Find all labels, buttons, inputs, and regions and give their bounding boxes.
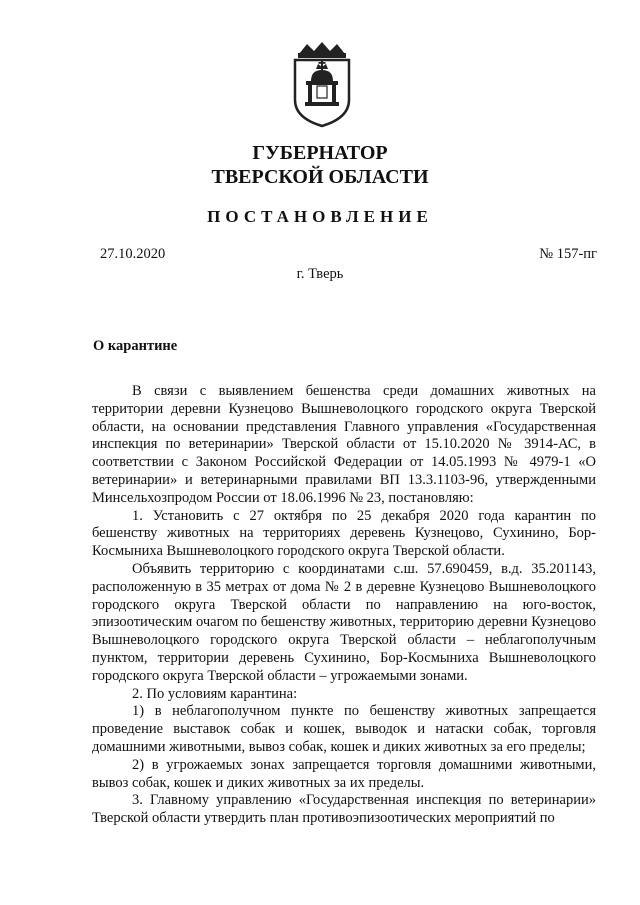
- document-city: г. Тверь: [296, 266, 344, 282]
- issuer-region: ТВЕРСКОЙ ОБЛАСТИ: [211, 166, 429, 188]
- clause-2-2-paragraph: 2) в угрожаемых зонах запрещается торговля домашними животными, вывоз собак, кошек и диких животных за их пределы.: [92, 756, 596, 791]
- clause-2-1-paragraph: 1) в неблагополучном пункте по бешенству животных запрещается проведение выставок собак и кошек, выводок и натаски собак, торговля домашними животными, вывоз собак, кошек и диких животных за его пределы;: [92, 703, 596, 755]
- clause-3-paragraph: 3. Главному управлению «Государственная инспекция по ветеринарии» Тверской области утвердить план противоэпизоотических мероприятий по: [92, 792, 596, 827]
- document-number: № 157-пг: [539, 246, 597, 262]
- clause-1-paragraph: 1. Установить с 27 октября по 25 декабря 2020 года карантин по бешенству животных на территориях деревень Кузнецово, Сухинино, Бор-Космыниха Вышневолоцкого городского округа Тверской области.: [92, 507, 596, 560]
- document-type: ПОСТАНОВЛЕНИЕ: [207, 207, 433, 226]
- clause-2-paragraph: 2. По условиям карантина:: [132, 685, 298, 702]
- issuer-title: ГУБЕРНАТОР: [252, 142, 388, 164]
- document-date: 27.10.2020: [100, 246, 166, 262]
- tver-coat-of-arms-icon: [287, 40, 357, 128]
- clause-1-territory-paragraph: Объявить территорию с координатами с.ш. 57.690459, в.д. 35.201143, расположенную в 35 метрах от дома № 2 в деревне Кузнецово Вышневолоцкого городского округа Тверской области по направлению на юго-восток, эпизоотическим очагом по бешенству животных, территорию деревни Кузнецово Вышневолоцкого городского округа Тверской области – неблагополучным пунктом, территории деревень Сухинино, Бор-Космыниха Вышневолоцкого городского округа Тверской области – угрожаемыми зонами.: [92, 560, 596, 684]
- document-subject: О карантине: [93, 338, 178, 354]
- preamble-paragraph: В связи с выявлением бешенства среди домашних животных на территории деревни Кузнецово Вышневолоцкого городского округа Тверской области, на основании представления Главного управления «Государственная инспекция по ветеринарии» Тверской области от 15.10.2020 № 3914-АС, в соответствии с Законом Российской Федерации от 14.05.1993 № 4979-1 «О ветеринарии» и ветеринарными правилами ВП 13.3.1103-96, утвержденными Минсельхозпродом России от 18.06.1996 № 23, постановляю:: [92, 383, 596, 506]
- document-body: [92, 383, 596, 828]
